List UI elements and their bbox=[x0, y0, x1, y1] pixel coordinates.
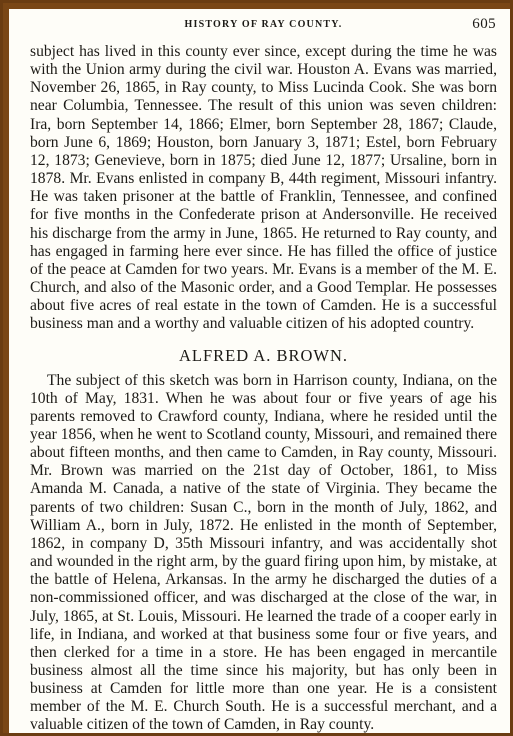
running-head: HISTORY OF RAY COUNTY. bbox=[184, 19, 343, 30]
paragraph-evans-continued: subject has lived in this county ever since, except during the time he was with the Union army during the civil war. Houston A. Evans was married, November 26, 1865, in Ray county, to Miss Lucinda Cook. She was born near Columbia, Tennessee. The result of this union was seven children: Ira, born September 14, 1866; Elmer, born September 28, 1867; Claude, born June 6, 1869; Houston, born January 3, 1871; Estel, born February 12, 1873; Genevieve, born in 1875; died June 12, 1877; Ursaline, born in 1878. Mr. Evans enlisted in company B, 44th regiment, Missouri infantry. He was taken prisoner at the battle of Franklin, Tennessee, and confined for five months in the Confederate prison at Andersonville. He received his discharge from the army in June, 1865. He returned to Ray county, and has engaged in farming here ever since. He has filled the office of justice of the peace at Camden for two years. Mr. Evans is a member of the M. E. Church, and also of the Masonic order, and a Good Templar. He possesses about five acres of real estate in the town of Camden. He is a successful business man and a worthy and valuable citizen of his adopted country. bbox=[30, 43, 497, 333]
page-frame bbox=[3, 3, 510, 733]
section-title: ALFRED A. BROWN. bbox=[178, 345, 349, 365]
book-page bbox=[9, 9, 510, 733]
paragraph-brown-biography: The subject of this sketch was born in Harrison county, Indiana, on the 10th of May, 1831. When he was about four or five years of age his parents removed to Crawford county, Indiana, where he resided until the year 1856, when he went to Scotland county, Missouri, and remained there about fifteen months, and then came to Camden, in Ray county, Missouri. Mr. Brown was married on the 21st day of October, 1861, to Miss Amanda M. Canada, a native of the state of Virginia. They became the parents of two children: Susan C., born in the month of July, 1862, and William A., born in July, 1872. He enlisted in the month of September, 1862, in company D, 35th Missouri infantry, and was accidentally shot and wounded in the right arm, by the guard firing upon him, by mistake, at the battle of Helena, Arkansas. In the army he discharged the duties of a non-commissioned officer, and was discharged at the close of the war, in July, 1865, at St. Louis, Missouri. He learned the trade of a cooper early in life, in Indiana, and worked at that business some four or five years, and then clerked for a time in a store. He has been engaged in mercantile business almost all the time since his majority, but has only been in business at Camden for little more than one year. He is a consistent member of the M. E. Church South. He is a successful merchant, and a valuable citizen of the town of Camden, in Ray county. bbox=[30, 371, 497, 734]
page-number: 605 bbox=[472, 16, 496, 32]
page-header bbox=[30, 16, 497, 36]
